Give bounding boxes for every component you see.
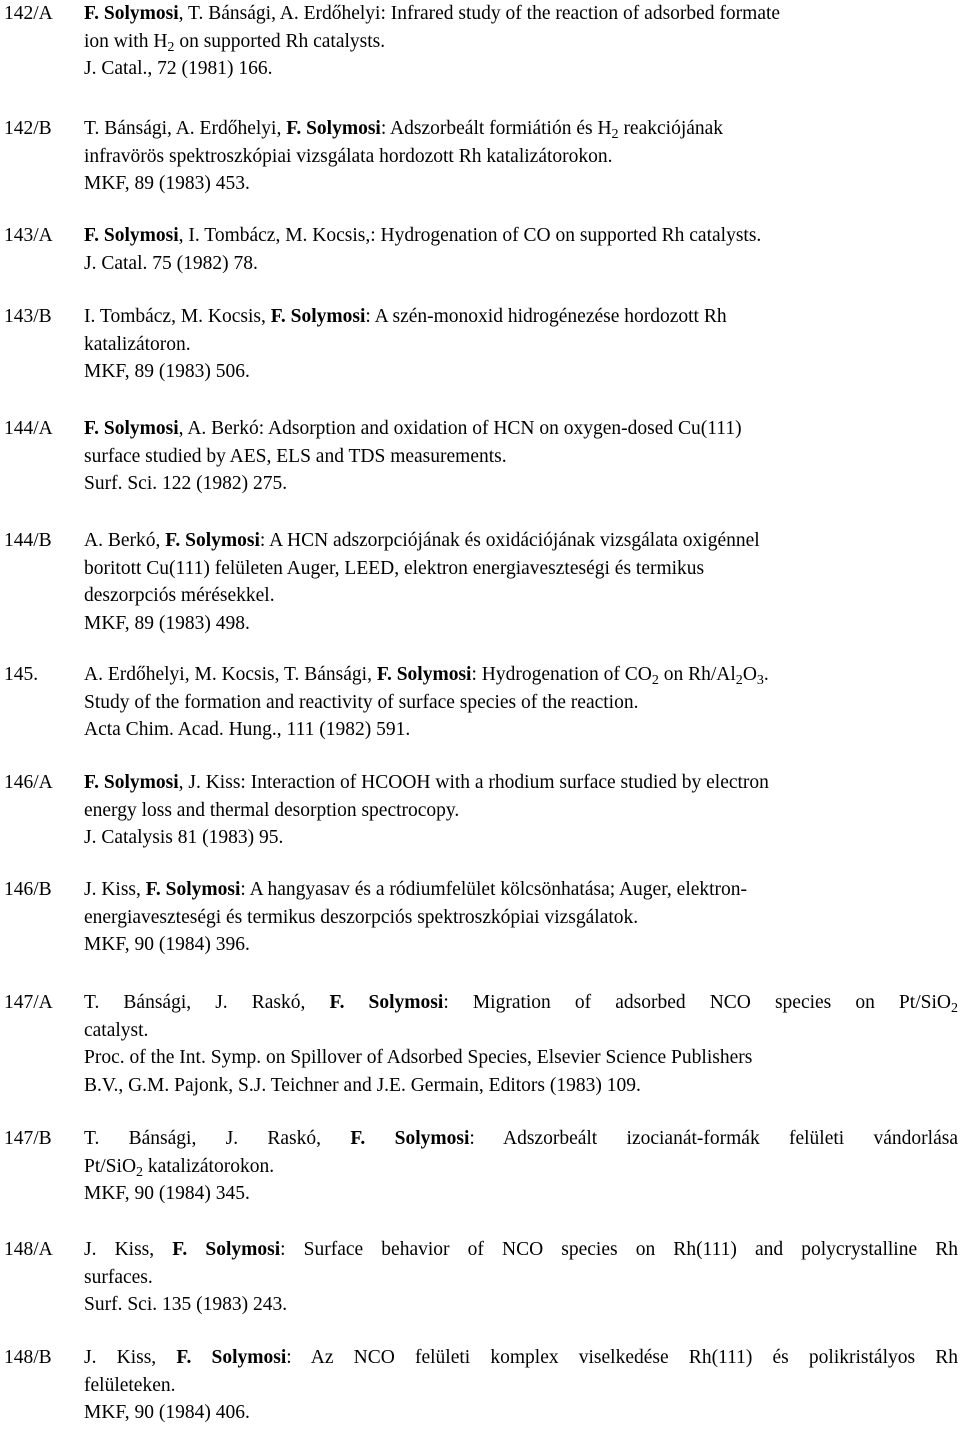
citation-line [84, 904, 958, 932]
entry-number: 146/A [4, 772, 53, 793]
citation-line [84, 1125, 958, 1153]
citation-text: : A szén-monoxid hidrogénezése hordozott Rh [365, 306, 727, 327]
citation-text: reakciójának [618, 118, 724, 139]
entry-citation [84, 769, 958, 852]
citation-text: : Surface behavior of NCO species on Rh(111) and polycrystalline Rh [280, 1239, 958, 1260]
entry-number: 146/B [4, 879, 52, 900]
subscript: 2 [950, 1000, 958, 1017]
citation-text: deszorpciós mérésekkel. [84, 585, 275, 606]
entry-number: 143/A [4, 225, 53, 246]
citation-line [84, 527, 958, 555]
citation-text: : Hydrogenation of CO [471, 664, 652, 685]
citation-text: , T. Bánsági, A. Erdőhelyi: Infrared study of the reaction of adsorbed formate [178, 3, 781, 24]
entry-citation [84, 989, 958, 1099]
citation-line [84, 115, 958, 143]
citation-line [84, 1344, 958, 1372]
citation-text: : Az NCO felületi komplex viselkedése Rh(111) és polikristályos Rh [286, 1347, 958, 1368]
citation-line [84, 222, 958, 250]
entry-citation [84, 0, 958, 83]
subscript: 2 [735, 672, 743, 689]
citation-text: catalyst. [84, 1019, 149, 1041]
citation-text: Proc. of the Int. Symp. on Spillover of Adsorbed Species, Elsevier Science Publishers [84, 1047, 753, 1068]
citation-line [84, 358, 958, 386]
subscript: 2 [136, 1163, 144, 1180]
citation-text: ion with H [84, 30, 168, 52]
citation-line [84, 824, 958, 852]
citation-text: O [742, 664, 757, 685]
citation-text: energiaveszteségi és termikus deszorpciós spektroszkópiai vizsgálatok. [84, 906, 639, 928]
subscript: 2 [167, 38, 175, 55]
citation-text: MKF, 89 (1983) 453. [84, 173, 250, 194]
author-highlight: F. Solymosi [84, 225, 179, 246]
citation-line [84, 28, 958, 56]
citation-text: MKF, 89 (1983) 498. [84, 612, 250, 634]
entry-number: 142/A [4, 3, 53, 24]
citation-line [84, 1017, 958, 1045]
entry-number: 144/B [4, 530, 52, 551]
citation-line [84, 876, 958, 904]
citation-line [84, 1153, 958, 1181]
citation-text: surfaces. [84, 1266, 153, 1288]
citation-text: J. Kiss, [84, 1347, 177, 1368]
citation-line [84, 989, 958, 1017]
citation-text: : Adszorbeált izocianát-formák felületi vándorlása [469, 1128, 958, 1149]
citation-line [84, 769, 958, 797]
citation-text: boritott Cu(111) felületen Auger, LEED, elektron energiaveszteségi és termikus [84, 557, 705, 579]
citation-text: energy loss and thermal desorption spectrocopy. [84, 799, 460, 821]
citation-text: , I. Tombácz, M. Kocsis,: Hydrogenation of CO on supported Rh catalysts. [178, 225, 762, 246]
citation-text: Pt/SiO [84, 1155, 137, 1177]
citation-text: A. Erdőhelyi, M. Kocsis, T. Bánsági, [84, 664, 377, 685]
citation-text: . [763, 664, 769, 685]
citation-line [84, 555, 958, 583]
citation-line [84, 250, 958, 278]
citation-line [84, 55, 958, 83]
citation-line [84, 1072, 958, 1100]
citation-line [84, 0, 958, 28]
citation-text: J. Catalysis 81 (1983) 95. [84, 827, 284, 848]
citation-line [84, 1264, 958, 1292]
author-highlight: F. Solymosi [376, 664, 472, 685]
entry-number: 147/B [4, 1128, 52, 1149]
citation-text: on Rh/Al [658, 664, 736, 685]
citation-line [84, 1236, 958, 1264]
citation-text: katalizátorokon. [143, 1155, 275, 1177]
citation-text: J. Kiss, [84, 1239, 173, 1260]
citation-text: , A. Berkó: Adsorption and oxidation of HCN on oxygen-dosed Cu(111) [178, 418, 742, 439]
citation-text: MKF, 90 (1984) 406. [84, 1402, 250, 1423]
citation-text: Acta Chim. Acad. Hung., 111 (1982) 591. [84, 719, 411, 740]
author-highlight: F. Solymosi [286, 118, 381, 139]
citation-text: MKF, 90 (1984) 396. [84, 934, 250, 955]
citation-text: T. Bánsági, J. Raskó, [84, 1128, 351, 1149]
entry-number: 148/A [4, 1239, 53, 1260]
entry-number: 143/B [4, 306, 52, 327]
citation-line [84, 1044, 958, 1072]
citation-line [84, 1180, 958, 1208]
citation-text: : Adszorbeált formiátión és H [380, 118, 612, 139]
citation-text: felületeken. [84, 1374, 176, 1396]
subscript: 2 [611, 126, 619, 143]
author-highlight: F. Solymosi [145, 879, 241, 900]
citation-text: Study of the formation and reactivity of surface species of the reaction. [84, 691, 639, 713]
entry-number: 148/B [4, 1347, 52, 1368]
citation-text: J. Kiss, [84, 879, 146, 900]
citation-text: MKF, 90 (1984) 345. [84, 1183, 250, 1204]
citation-line [84, 582, 958, 610]
citation-text: , J. Kiss: Interaction of HCOOH with a rhodium surface studied by electron [178, 772, 769, 793]
citation-text: katalizátoron. [84, 333, 191, 355]
author-highlight: F. Solymosi [84, 418, 179, 439]
citation-line [84, 303, 958, 331]
citation-line [84, 443, 958, 471]
subscript: 3 [756, 672, 764, 689]
entry-citation [84, 876, 958, 959]
author-highlight: F. Solymosi [165, 530, 260, 551]
citation-line [84, 170, 958, 198]
citation-text: Surf. Sci. 122 (1982) 275. [84, 473, 288, 494]
author-highlight: F. Solymosi [350, 1128, 470, 1149]
citation-text: B.V., G.M. Pajonk, S.J. Teichner and J.E. Germain, Editors (1983) 109. [84, 1074, 641, 1096]
entry-citation [84, 115, 958, 198]
entry-number: 144/A [4, 418, 53, 439]
citation-text: : Migration of adsorbed NCO species on Pt/SiO [443, 992, 951, 1013]
entry-citation [84, 1344, 958, 1427]
citation-line [84, 1399, 958, 1427]
citation-text: MKF, 89 (1983) 506. [84, 361, 250, 382]
subscript: 2 [651, 672, 659, 689]
citation-line [84, 143, 958, 171]
citation-text: Surf. Sci. 135 (1983) 243. [84, 1294, 288, 1315]
author-highlight: F. Solymosi [176, 1347, 287, 1368]
citation-line [84, 689, 958, 717]
entry-number: 147/A [4, 992, 53, 1013]
citation-line [84, 1372, 958, 1400]
citation-text: T. Bánsági, J. Raskó, [84, 992, 330, 1013]
entry-number: 142/B [4, 118, 52, 139]
citation-text: T. Bánsági, A. Erdőhelyi, [84, 118, 287, 139]
citation-line [84, 797, 958, 825]
entry-citation [84, 661, 958, 744]
citation-text: infravörös spektroszkópiai vizsgálata hordozott Rh katalizátorokon. [84, 145, 613, 167]
citation-text: J. Catal., 72 (1981) 166. [84, 58, 273, 79]
citation-line [84, 1291, 958, 1319]
author-highlight: F. Solymosi [270, 306, 366, 327]
entry-number: 145. [4, 664, 39, 685]
author-highlight: F. Solymosi [172, 1239, 281, 1260]
citation-line [84, 470, 958, 498]
entry-citation [84, 1125, 958, 1208]
entry-citation [84, 527, 958, 637]
entry-citation [84, 303, 958, 386]
citation-text: I. Tombácz, M. Kocsis, [84, 306, 271, 327]
author-highlight: F. Solymosi [84, 3, 179, 24]
citation-text: J. Catal. 75 (1982) 78. [84, 252, 258, 274]
citation-line [84, 331, 958, 359]
citation-line [84, 661, 958, 689]
entry-citation [84, 415, 958, 498]
citation-text: surface studied by AES, ELS and TDS measurements. [84, 445, 507, 467]
citation-line [84, 610, 958, 638]
citation-line [84, 415, 958, 443]
author-highlight: F. Solymosi [84, 772, 179, 793]
citation-text: on supported Rh catalysts. [174, 30, 386, 52]
citation-text: A. Berkó, [84, 530, 166, 551]
entry-citation [84, 1236, 958, 1319]
citation-line [84, 931, 958, 959]
citation-text: : A hangyasav és a ródiumfelület kölcsönhatása; Auger, elektron- [240, 879, 748, 900]
citation-text: : A HCN adszorpciójának és oxidációjának vizsgálata oxigénnel [259, 530, 760, 551]
author-highlight: F. Solymosi [329, 992, 444, 1013]
citation-line [84, 716, 958, 744]
entry-citation [84, 222, 958, 277]
